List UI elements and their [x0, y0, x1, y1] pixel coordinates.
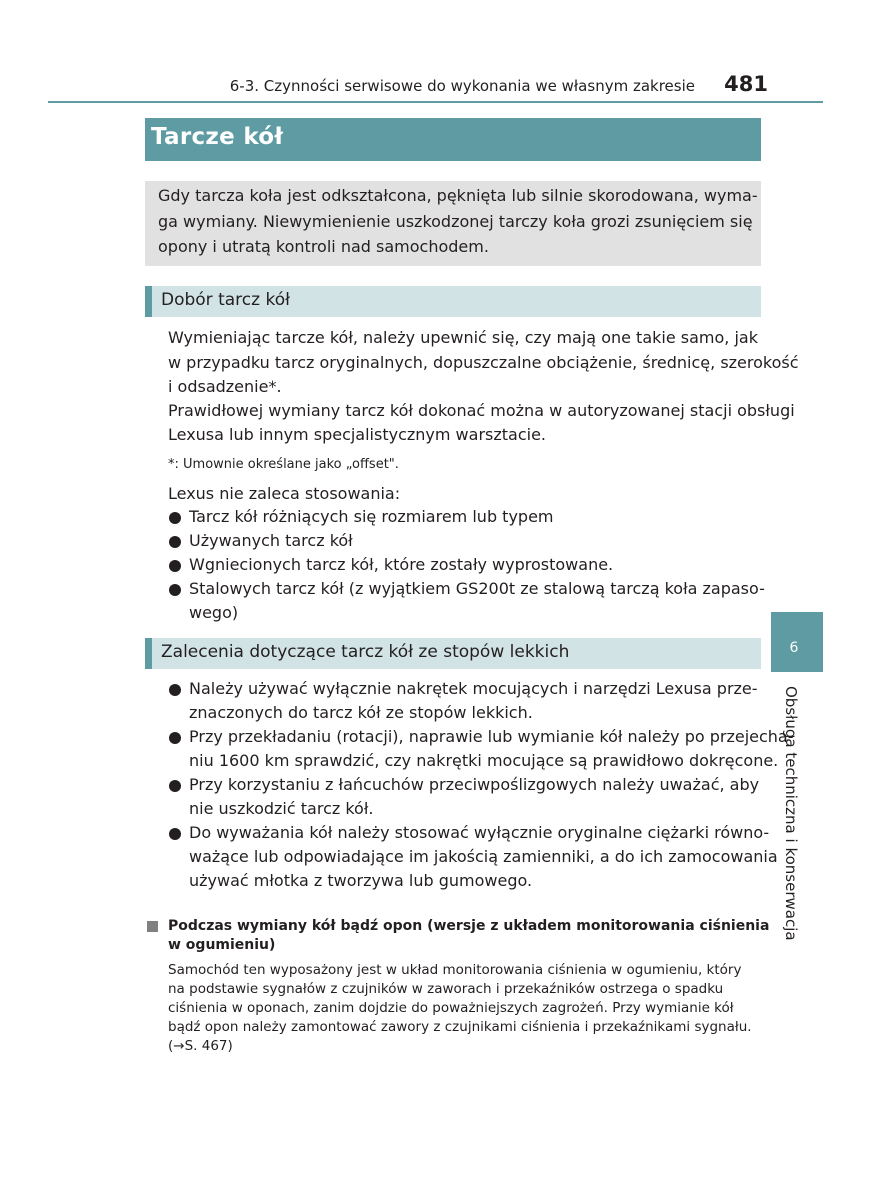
list-item: Do wyważania kół należy stosować wyłącznie oryginalne ciężarki równo-: [189, 823, 770, 842]
list-item: Tarcz kół różniących się rozmiarem lub typem: [189, 507, 554, 526]
footnote: *: Umownie określane jako „offset".: [168, 457, 399, 472]
header-section-title: 6-3. Czynności serwisowe do wykonania we własnym zakresie: [229, 77, 695, 95]
bullet-icon: [169, 780, 181, 792]
note-heading: Podczas wymiany kół bądź opon (wersje z układem monitorowania ciśnienia: [168, 918, 770, 934]
bullet-icon: [169, 828, 181, 840]
bullet-icon: [169, 584, 181, 596]
section-heading-text: Dobór tarcz kół: [161, 290, 290, 310]
list-item: Stalowych tarcz kół (z wyjątkiem GS200t ze stalową tarczą koła zapaso-: [189, 579, 765, 598]
chapter-label: Obsługa techniczna i konserwacja: [782, 686, 800, 941]
bullet-icon: [169, 732, 181, 744]
note-line: Samochód ten wyposażony jest w układ monitorowania ciśnienia w ogumieniu, który: [168, 962, 742, 978]
page-number: 481: [724, 72, 768, 96]
list-item-continuation: nie uszkodzić tarcz kół.: [189, 799, 374, 818]
section-heading-text: Zalecenia dotyczące tarcz kół ze stopów lekkich: [161, 642, 570, 662]
warning-line: ga wymiany. Niewymienienie uszkodzonej tarczy koła grozi zsunięciem się: [158, 212, 753, 231]
note-heading: w ogumieniu): [168, 937, 276, 953]
list-item-continuation: znaczonych do tarcz kół ze stopów lekkich.: [189, 703, 533, 722]
note-line: ciśnienia w oponach, zanim dojdzie do poważniejszych zagrożeń. Przy wymianie kół: [168, 1000, 734, 1016]
warning-line: Gdy tarcza koła jest odkształcona, pęknięta lub silnie skorodowana, wyma-: [158, 186, 758, 205]
list-item: Przy przekładaniu (rotacji), naprawie lub wymianie kół należy po przejecha-: [189, 727, 794, 746]
list-item: Wgniecionych tarcz kół, które zostały wyprostowane.: [189, 555, 614, 574]
warning-line: opony i utratą kontroli nad samochodem.: [158, 237, 489, 256]
page-title: Tarcze kół: [151, 124, 284, 150]
list-item-continuation: niu 1600 km sprawdzić, czy nakrętki mocujące są prawidłowo dokręcone.: [189, 751, 779, 770]
list-item: Należy używać wyłącznie nakrętek mocujących i narzędzi Lexusa prze-: [189, 679, 758, 698]
section-heading-alloy-wheels: [145, 638, 761, 669]
note-line: na podstawie sygnałów z czujników w zaworach i przekaźników ostrzega o spadku: [168, 981, 724, 997]
note-line: (→S. 467): [168, 1038, 233, 1054]
section-marker: [145, 286, 152, 317]
page-title-bar: [145, 118, 761, 161]
bullet-icon: [169, 560, 181, 572]
bullet-icon: [169, 512, 181, 524]
paragraph-line: Wymieniając tarcze kół, należy upewnić się, czy mają one takie samo, jak: [168, 328, 758, 347]
list-item-continuation: wego): [189, 603, 239, 622]
note-square-icon: [147, 921, 158, 932]
section-heading-wheel-selection: [145, 286, 761, 317]
bullet-icon: [169, 684, 181, 696]
list-item: Używanych tarcz kół: [189, 531, 353, 550]
warning-box: [145, 181, 761, 266]
bullet-icon: [169, 536, 181, 548]
header-rule: [48, 101, 823, 103]
paragraph-line: Prawidłowej wymiany tarcz kół dokonać można w autoryzowanej stacji obsługi: [168, 401, 795, 420]
paragraph-line: w przypadku tarcz oryginalnych, dopuszczalne obciążenie, średnicę, szerokość: [168, 353, 799, 372]
chapter-number: 6: [789, 640, 799, 656]
list-intro: Lexus nie zaleca stosowania:: [168, 484, 401, 503]
list-item-continuation: używać młotka z tworzywa lub gumowego.: [189, 871, 533, 890]
list-item: Przy korzystaniu z łańcuchów przeciwpoślizgowych należy uważać, aby: [189, 775, 760, 794]
paragraph-line: Lexusa lub innym specjalistycznym warsztacie.: [168, 425, 547, 444]
section-marker: [145, 638, 152, 669]
paragraph-line: i odsadzenie*.: [168, 377, 282, 396]
note-line: bądź opon należy zamontować zawory z czujnikami ciśnienia i przekaźnikami sygnału.: [168, 1019, 752, 1035]
chapter-tab: [771, 612, 823, 672]
list-item-continuation: ważące lub odpowiadające im jakością zamienniki, a do ich zamocowania: [189, 847, 778, 866]
